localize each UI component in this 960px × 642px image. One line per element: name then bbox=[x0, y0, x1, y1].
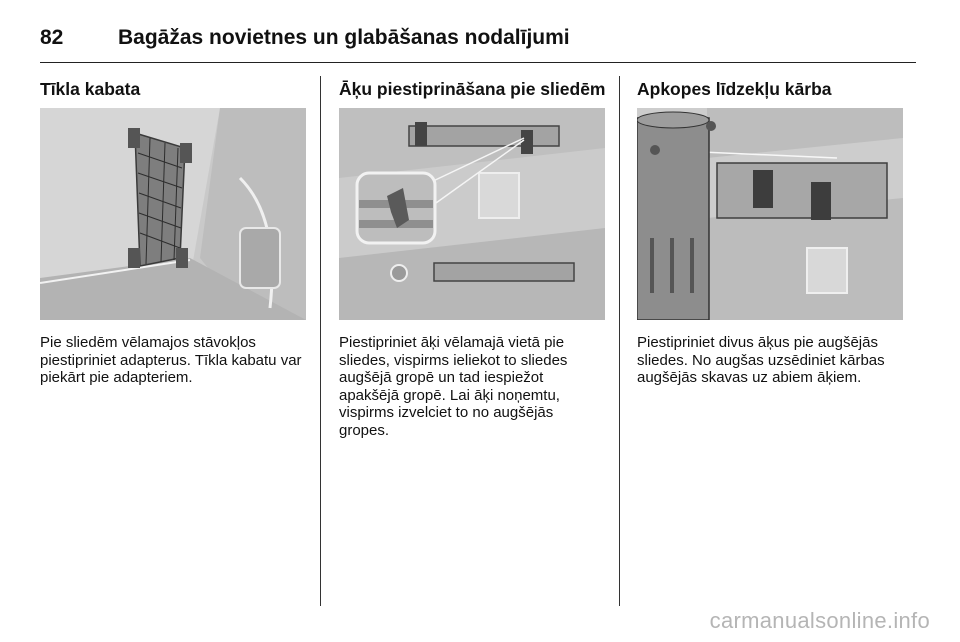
chapter-title: Bagāžas novietnes un glabāšanas nodalījumi bbox=[118, 26, 570, 49]
section-net-pocket bbox=[40, 78, 306, 387]
section-paragraph: Piestipriniet āķi vēlamajā vietā pie sliedes, vispirms ieliekot to sliedes augšējā gropē un tad iespiežot apakšējā gropē. Lai āķi noņemtu, vispirms izvelciet to no augšējās gropes. bbox=[339, 334, 568, 439]
section-heading: Āķu piestiprināšana pie sliedēm bbox=[339, 79, 606, 99]
section-paragraph: Piestipriniet divus āķus pie augšējās sliedes. No augšas uzsēdiniet kārbas augšējās skavas uz abiem āķiem. bbox=[637, 334, 885, 386]
column-divider-2 bbox=[619, 76, 620, 606]
header-rule bbox=[40, 62, 916, 63]
net-pocket-drawing bbox=[40, 108, 306, 320]
watermark: carmanualsonline.info bbox=[709, 608, 930, 633]
column-divider-1 bbox=[320, 76, 321, 606]
section-heading: Tīkla kabata bbox=[40, 79, 141, 99]
section-heading: Apkopes līdzekļu kārba bbox=[637, 79, 832, 99]
maintenance-box-drawing bbox=[637, 108, 903, 320]
page-header bbox=[40, 18, 920, 58]
section-hooks-on-rails bbox=[339, 78, 605, 439]
section-paragraph: Pie sliedēm vēlamajos stāvokļos piestipriniet adapterus. Tīkla kabatu var piekārt pie adapteriem. bbox=[40, 334, 302, 386]
net-pocket-illustration bbox=[40, 108, 306, 320]
page-number: 82 bbox=[40, 26, 64, 49]
hook-rail-drawing bbox=[339, 108, 605, 320]
section-maintenance-box bbox=[637, 78, 903, 387]
hook-rail-illustration bbox=[339, 108, 605, 320]
maintenance-box-illustration bbox=[637, 108, 903, 320]
